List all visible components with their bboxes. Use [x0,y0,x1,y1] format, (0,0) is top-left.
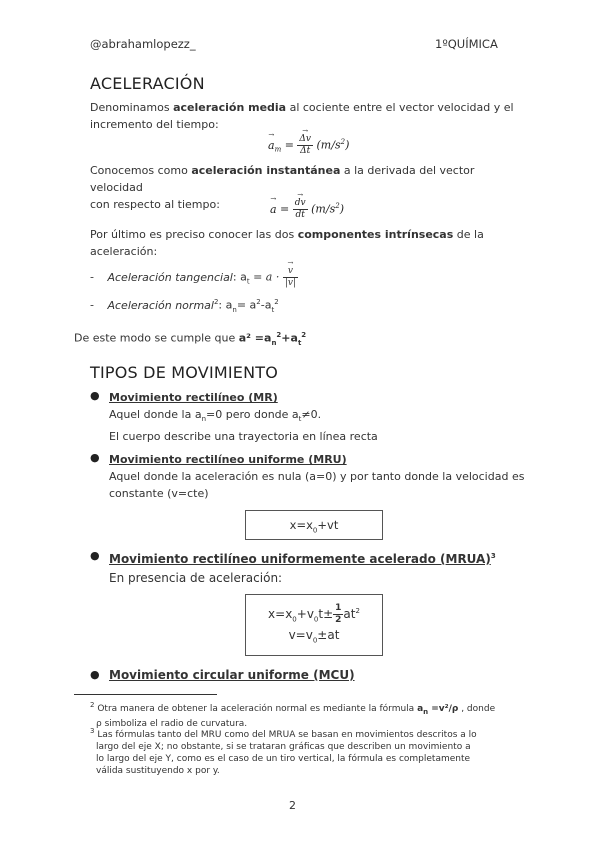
superscript: 2 [335,201,340,210]
section-title-aceleracion: ACELERACIÓN [90,74,205,93]
denominator: |v| [284,278,296,288]
fraction [297,134,313,157]
item-mr [109,389,529,445]
formula: x=x [268,607,293,621]
formula: : a [218,298,233,312]
numerator: → v [283,266,298,278]
text: de la [453,228,484,241]
footnote-number: 2 [90,701,95,709]
subscript: n [423,707,429,716]
bold-term: componentes intrínsecas [297,228,454,241]
formula: x=x [289,518,313,532]
text: constante (v=cte) [109,487,209,500]
subscript: n [201,415,207,424]
text: ≠0. [301,408,322,421]
bullet-icon: ● [90,451,100,464]
vector-a: → a [268,139,275,152]
formula: ±at [317,628,340,642]
footnote-number: 3 [90,727,95,735]
denominator: 2 [335,615,342,625]
subscript: n [232,305,237,314]
formula: v=v [288,628,313,642]
paragraph-cumple [74,327,306,352]
text: ρ simboliza el radio de curvatura. [96,718,248,729]
label: Aceleración tangencial [107,270,233,284]
subscript: 0 [292,615,297,624]
text: aceleración: [90,245,158,258]
header-author: @abrahamlopezz_ [90,37,196,51]
numerator: → dv [293,198,308,210]
item-title: Movimiento rectilíneo (MR) [109,391,278,404]
text: lo largo del eje Y, como es el caso de un tiro vertical, la fórmula es completamente [96,754,471,764]
unit-close: ) [345,138,350,152]
superscript: 2 [301,331,307,339]
item-mru [109,451,539,502]
fraction [283,266,298,289]
formula-box-mrua [245,594,383,656]
subscript: 0 [313,615,319,624]
equation-aceleracion-media: → $a_m$ = → $\frac{\Delta v}{\Delta t}$ $(m/s^2)$ [268,134,349,157]
bold-formula: +a [281,331,298,345]
text: De este modo se cumple que [74,331,239,345]
superscript: 2 [355,607,360,615]
bold-formula: a² =a [238,331,272,345]
formula-line-velocity [246,628,382,644]
subscript: 0 [312,526,318,535]
item-title: Movimiento circular uniforme (MCU) [109,668,355,682]
item-mrua [109,547,539,588]
text: En presencia de aceleración: [109,571,283,585]
equation-aceleracion-instantanea: → a = → $\frac{dv}{dt}$ $(m/s^2)$ [270,198,344,221]
text: El cuerpo describe una trayectoria en línea recta [109,430,378,444]
unit-close: ) [339,202,344,216]
formula: +v [296,607,314,621]
formula: +vt [317,518,339,532]
unit: (m/s [316,138,341,152]
bold-term: aceleración media [173,101,287,114]
list-item-normal [90,294,279,319]
text: incremento del tiempo: [90,118,219,131]
vector-a: → a [270,203,277,216]
label: Aceleración normal [107,298,214,312]
superscript: 2 [256,298,261,306]
text: Conocemos como [90,164,192,177]
text: Otra manera de obtener la aceleración normal es mediante la fórmula [94,704,418,714]
footnote-3 [90,725,530,777]
text: a la derivada del vector velocidad [90,164,475,194]
formula: -a [260,298,272,312]
superscript: 2 [274,298,279,306]
subscript: m [274,145,282,154]
text: , donde [458,704,496,714]
text: válida sustituyendo x por y. [96,766,220,776]
formula: = a [236,298,257,312]
dash-bullet: - [90,298,94,312]
superscript: 2 [340,137,346,146]
subscript: 0 [312,636,318,645]
superscript: 2 [276,331,282,339]
formula-eq: = a · [249,270,280,284]
text: Denominamos [90,101,174,114]
formula: : a [232,270,247,284]
numerator: 1 [335,603,342,613]
text: =0 pero donde a [206,408,299,421]
unit: (m/s [311,202,336,216]
section-title-tipos: TIPOS DE MOVIMIENTO [90,363,279,382]
subscript: n [271,338,277,347]
formula: at [343,607,356,621]
formula-line-position [246,603,382,626]
list-item-tangencial [90,266,298,291]
footnote-ref: 3 [490,552,496,560]
bullet-icon: ● [90,549,100,562]
subscript: t [297,338,302,347]
header-course: 1ºQUÍMICA [435,37,498,51]
footnote-separator [74,694,217,695]
subscript: t [246,277,250,286]
dash-bullet: - [90,270,94,284]
footnote-ref: 2 [213,298,219,306]
bold-term: aceleración instantánea [191,164,341,177]
bold-formula: =v²/ρ [428,704,459,714]
text: largo del eje X; no obstante, si se trataran gráficas que describen un movimiento a [96,742,471,752]
bullet-icon: ● [90,389,100,402]
item-title: Movimiento rectilíneo uniformemente acelerado (MRUA) [109,552,491,566]
paragraph-componentes [90,226,530,260]
text: Aquel donde la a [109,408,202,421]
denominator: Δt [300,146,311,156]
fraction [293,198,308,221]
numerator: → Δv [297,134,313,146]
bullet-icon: ● [90,668,100,681]
subscript: t [298,415,302,424]
text: Las fórmulas tanto del MRU como del MRUA se basan en movimientos descritos a lo [94,730,477,740]
subscript: t [271,305,275,314]
formula-box-mru [245,510,383,540]
text: al cociente entre el vector velocidad y el [286,101,514,114]
bold-formula: a [417,704,424,714]
item-mcu [109,666,355,685]
item-title: Movimiento rectilíneo uniforme (MRU) [109,453,347,466]
text: Aquel donde la aceleración es nula (a=0) y por tanto donde la velocidad es [109,470,525,483]
text: Por último es preciso conocer las dos [90,228,298,241]
formula: t± [318,607,334,621]
text: con respecto al tiempo: [90,198,220,211]
page-number: 2 [289,799,296,812]
denominator: dt [295,210,305,220]
fraction [333,603,343,626]
